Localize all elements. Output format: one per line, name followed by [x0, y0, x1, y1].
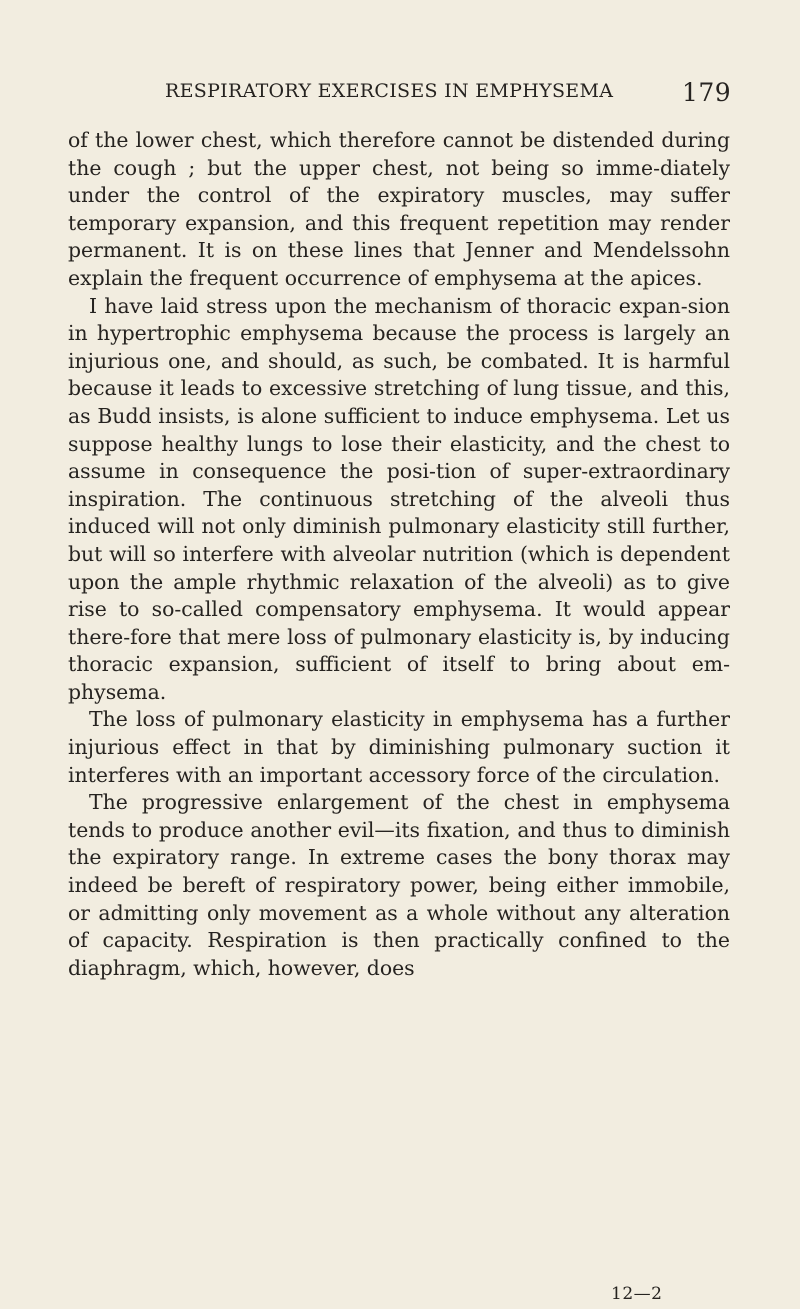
signature-mark: 12—2 — [611, 1284, 663, 1304]
page-number: 179 — [682, 78, 732, 107]
paragraph-thoracic-expansion: I have laid stress upon the mechanism of thoracic expan-sion in hypertrophic emphysema because the process is largely an injurious one, and should, as such, be combated. It is harmful because it leads to excessive stretching of lung tissue, and this, as Budd insists, is alone sufficient to induce emphysema. Let us suppose healthy lungs to lose their elasticity, and the chest to assume in consequence the posi-tion of super-extraordinary inspiration. The continuous stretching of the alveoli thus induced will not only diminish pulmonary elasticity still further, but will so interfere with alveolar nutrition (which is dependent upon the ample rhythmic relaxation of the alveoli) as to give rise to so-called compensatory emphysema. It would appear there-fore that mere loss of pulmonary elasticity is, by inducing thoracic expansion, sufficient of itself to bring about em-physema. — [68, 293, 730, 704]
body-text — [68, 127, 730, 982]
paragraph-chest-fixation: The progressive enlargement of the chest in emphysema tends to produce another evil—its fixation, and thus to diminish the expiratory range. In extreme cases the bony thorax may indeed be bereft of respiratory power, being either immobile, or admitting only movement as a whole without any alteration of capacity. Respiration is then practically confined to the diaphragm, which, however, does — [68, 790, 730, 980]
running-title: RESPIRATORY EXERCISES IN EMPHYSEMA — [165, 80, 614, 102]
paragraph-pulmonary-suction: The loss of pulmonary elasticity in emphysema has a further injurious effect in that by diminishing pulmonary suction it interferes with an important accessory force of the circulation. — [68, 707, 730, 787]
running-head — [0, 78, 800, 108]
paragraph-continuation: of the lower chest, which therefore cannot be distended during the cough ; but the upper chest, not being so imme-diately under the control of the expiratory muscles, may suffer temporary expansion, and this frequent repetition may render permanent. It is on these lines that Jenner and Mendelssohn explain the frequent occurrence of emphysema at the apices. — [68, 128, 730, 290]
